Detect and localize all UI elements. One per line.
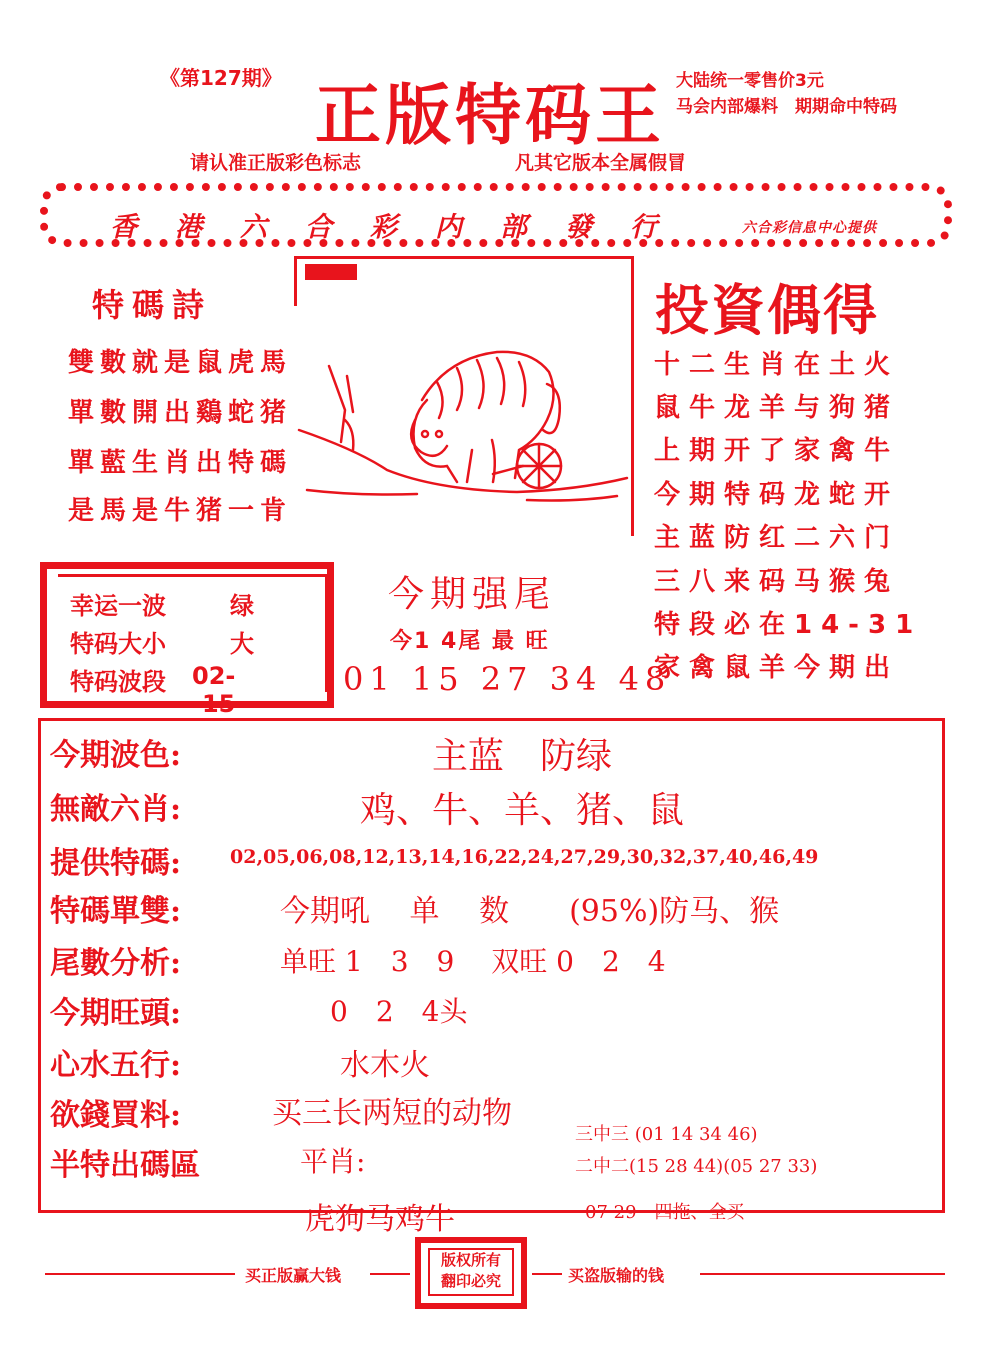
lucky-row xyxy=(70,662,236,718)
invest-line: 十二生肖在土火 xyxy=(654,350,900,380)
poem-line: 是馬是牛猪一肯 xyxy=(68,496,293,526)
footer-divider xyxy=(45,1273,235,1275)
copyright-line: 翻印必究 xyxy=(440,1272,501,1290)
row-value: 鸡、牛、羊、猪、鼠 xyxy=(360,790,685,831)
invest-line: 主蓝防红二六门 xyxy=(654,523,900,553)
row-value: 水木火 xyxy=(340,1048,430,1083)
invest-title: 投資偶得 xyxy=(655,278,879,342)
invest-line: 今期特码龙蛇开 xyxy=(654,480,900,510)
invest-line: 家禽鼠羊今期出 xyxy=(654,653,900,683)
row-value: 平肖: xyxy=(300,1145,366,1178)
row-label: 無敵六肖: xyxy=(50,792,182,827)
invest-line: 特段必在14-31 xyxy=(654,610,923,640)
row-label: 半特出碼區 xyxy=(50,1148,200,1183)
poem-line: 單藍生肖出特碼 xyxy=(68,448,293,478)
strong-tail-title: 今期强尾 xyxy=(388,574,557,615)
banner-text: 香港六合彩内部發行 xyxy=(110,212,695,243)
strong-tail-subtitle: 今1 4尾 最 旺 xyxy=(390,629,550,654)
row-label: 心水五行: xyxy=(50,1048,182,1083)
row-label: 提供特碼: xyxy=(50,846,182,881)
row-value: 0 2 4头 xyxy=(330,995,468,1028)
side-note: 07 29 四拖、全买 xyxy=(585,1202,745,1223)
strong-tail-numbers: 01 15 27 34 48 xyxy=(343,660,672,698)
lucky-label: 幸运一波 xyxy=(70,592,166,620)
row-label: 今期波色: xyxy=(50,738,182,773)
seal-stamp xyxy=(305,264,357,280)
counterfeit-notice: 凡其它版本全属假冒 xyxy=(515,152,687,174)
row-value: 买三长两短的动物 xyxy=(272,1096,512,1131)
tagline: 马会内部爆料 期期命中特码 xyxy=(676,97,897,117)
footer-divider xyxy=(532,1273,562,1275)
issue-number: 《第127期》 xyxy=(160,66,282,90)
row-label: 今期旺頭: xyxy=(50,996,182,1031)
poem-line: 單數開出鷄蛇猪 xyxy=(68,398,293,428)
footer-left-text: 买正版赢大钱 xyxy=(245,1266,342,1285)
row-label: 特碼單雙: xyxy=(50,894,182,929)
footer-divider xyxy=(700,1273,945,1275)
lucky-row xyxy=(70,624,254,659)
lucky-label: 特码大小 xyxy=(70,630,166,658)
authenticity-notice: 请认准正版彩色标志 xyxy=(190,152,362,174)
tiger-illustration xyxy=(297,300,631,520)
invest-line: 鼠牛龙羊与狗猪 xyxy=(654,393,900,423)
row-value: 单旺 1 3 9 双旺 0 2 4 xyxy=(280,945,666,978)
invest-line: 三八来码马猴兔 xyxy=(654,567,900,597)
side-note: 三中三 (01 14 34 46) xyxy=(575,1124,758,1145)
page-title: 正版特码王 xyxy=(315,76,665,154)
copyright-line: 版权所有 xyxy=(440,1251,501,1269)
frame-edge xyxy=(294,256,297,306)
lucky-label: 特码波段 xyxy=(70,668,166,696)
side-note: 二中二(15 28 44)(05 27 33) xyxy=(575,1156,818,1177)
banner-note: 六合彩信息中心提供 xyxy=(742,220,877,236)
poem-line: 雙數就是鼠虎馬 xyxy=(68,348,293,378)
bottom-zodiac-value: 虎狗马鸡牛 xyxy=(305,1202,455,1237)
price-line: 大陆统一零售价3元 xyxy=(676,71,824,91)
lucky-row xyxy=(70,586,254,621)
poem-title: 特碼詩 xyxy=(92,286,213,324)
row-value: 02,05,06,08,12,13,14,16,22,24,27,29,30,32,37,40,46,49 xyxy=(230,846,819,868)
row-label: 尾數分析: xyxy=(50,946,182,981)
footer-divider xyxy=(370,1273,410,1275)
invest-line: 上期开了家禽牛 xyxy=(654,436,900,466)
footer-right-text: 买盗版输的钱 xyxy=(568,1266,665,1285)
row-label: 欲錢買料: xyxy=(50,1098,182,1133)
lucky-value: 大 xyxy=(230,630,254,658)
lucky-value: 02--15 xyxy=(192,662,236,718)
lucky-value: 绿 xyxy=(230,592,254,620)
copyright-stamp xyxy=(428,1248,514,1296)
row-value: 今期吼 单 数 (95%)防马、猴 xyxy=(280,894,780,929)
row-value: 主蓝 防绿 xyxy=(432,736,613,777)
